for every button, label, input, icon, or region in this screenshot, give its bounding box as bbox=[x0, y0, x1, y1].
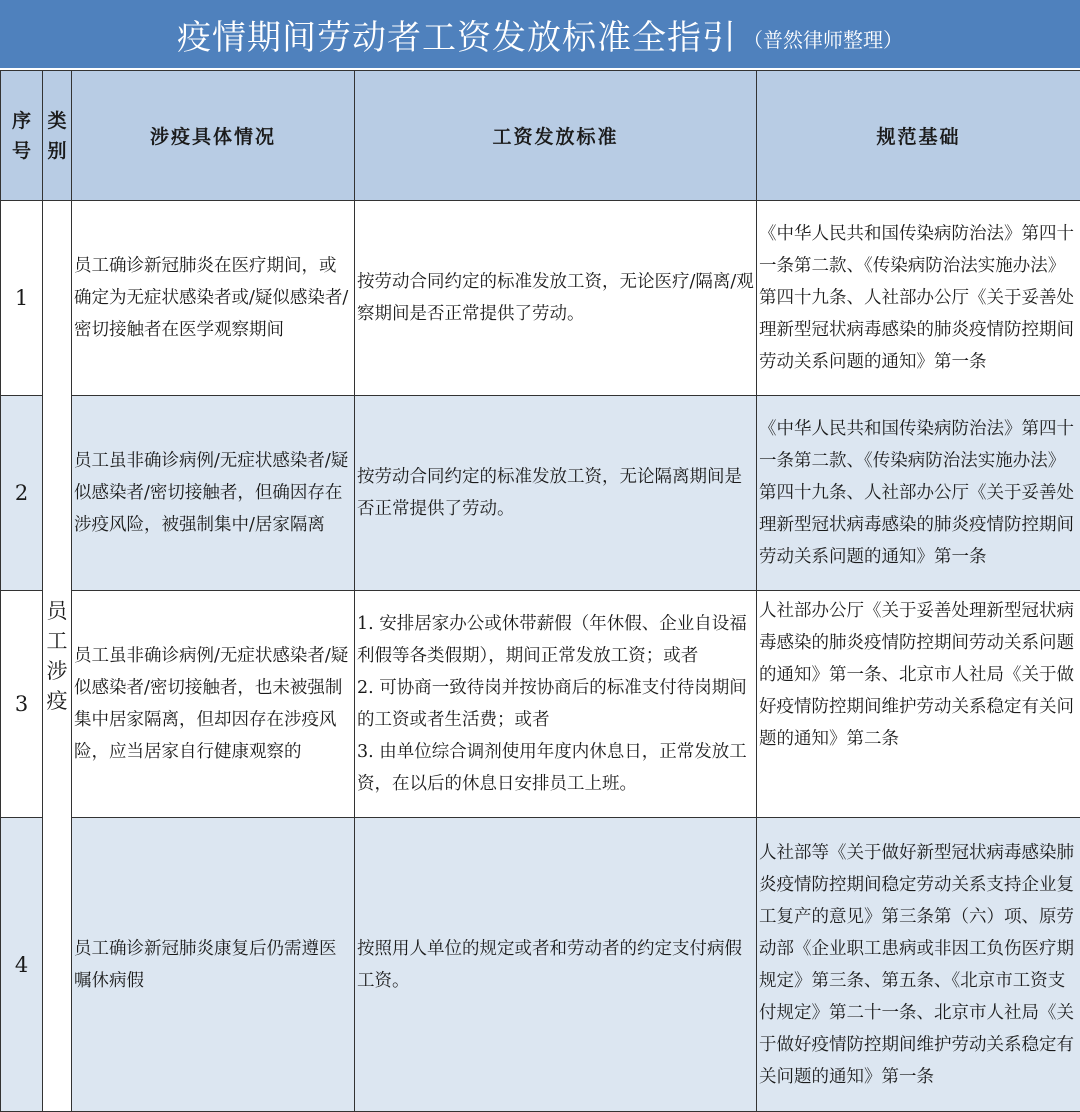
row-situation: 员工确诊新冠肺炎康复后仍需遵医嘱休病假 bbox=[72, 818, 355, 1112]
row-seq: 1 bbox=[1, 201, 43, 396]
row-situation: 员工虽非确诊病例/无症状感染者/疑似感染者/密切接触者，也未被强制集中居家隔离，但却因存在涉疫风险，应当居家自行健康观察的 bbox=[72, 591, 355, 818]
header-standard: 工资发放标准 bbox=[355, 71, 757, 201]
row-basis: 人社部办公厅《关于妥善处理新型冠状病毒感染的肺炎疫情防控期间劳动关系问题的通知》第一条、北京市人社局《关于做好疫情防控期间维护劳动关系稳定有关问题的通知》第二条 bbox=[757, 591, 1080, 818]
header-seq: 序号 bbox=[1, 71, 43, 201]
table-row bbox=[1, 201, 1080, 396]
title-bar bbox=[0, 0, 1080, 70]
table-row bbox=[1, 818, 1080, 1112]
row-basis: 《中华人民共和国传染病防治法》第四十一条第二款、《传染病防治法实施办法》第四十九条、人社部办公厅《关于妥善处理新型冠状病毒感染的肺炎疫情防控期间劳动关系问题的通知》第一条 bbox=[757, 201, 1080, 396]
header-basis: 规范基础 bbox=[757, 71, 1080, 201]
header-category: 类别 bbox=[43, 71, 72, 201]
row-seq: 4 bbox=[1, 818, 43, 1112]
category-label: 员工涉疫 bbox=[46, 599, 68, 713]
row-standard: 按劳动合同约定的标准发放工资，无论医疗/隔离/观察期间是否正常提供了劳动。 bbox=[355, 201, 757, 396]
row-basis: 《中华人民共和国传染病防治法》第四十一条第二款、《传染病防治法实施办法》第四十九条、人社部办公厅《关于妥善处理新型冠状病毒感染的肺炎疫情防控期间劳动关系问题的通知》第一条 bbox=[757, 396, 1080, 591]
page-subtitle: （普然律师整理） bbox=[743, 27, 903, 52]
row-situation: 员工确诊新冠肺炎在医疗期间，或确定为无症状感染者或/疑似感染者/密切接触者在医学观察期间 bbox=[72, 201, 355, 396]
row-standard: 按劳动合同约定的标准发放工资，无论隔离期间是否正常提供了劳动。 bbox=[355, 396, 757, 591]
row-standard: 按照用人单位的规定或者和劳动者的约定支付病假工资。 bbox=[355, 818, 757, 1112]
row-seq: 3 bbox=[1, 591, 43, 818]
row-situation: 员工虽非确诊病例/无症状感染者/疑似感染者/密切接触者，但确因存在涉疫风险，被强制集中/居家隔离 bbox=[72, 396, 355, 591]
wage-standard-table bbox=[0, 70, 1080, 1112]
row-basis: 人社部等《关于做好新型冠状病毒感染肺炎疫情防控期间稳定劳动关系支持企业复工复产的意见》第三条第（六）项、原劳动部《企业职工患病或非因工负伤医疗期规定》第三条、第五条、《北京市工资支付规定》第二十一条、北京市人社局《关于做好疫情防控期间维护劳动关系稳定有关问题的通知》第一条 bbox=[757, 818, 1080, 1112]
table-row bbox=[1, 396, 1080, 591]
page-title: 疫情期间劳动者工资发放标准全指引 bbox=[177, 17, 737, 58]
row-standard: 1. 安排居家办公或休带薪假（年休假、企业自设福利假等各类假期），期间正常发放工资；或者 2. 可协商一致待岗并按协商后的标准支付待岗期间的工资或者生活费；或者 3. 由单位综合调剂使用年度内休息日，正常发放工资，在以后的休息日安排员工上班。 bbox=[355, 591, 757, 818]
table-row bbox=[1, 591, 1080, 818]
category-cell bbox=[43, 201, 72, 1112]
table-header-row bbox=[1, 71, 1080, 201]
header-situation: 涉疫具体情况 bbox=[72, 71, 355, 201]
row-seq: 2 bbox=[1, 396, 43, 591]
